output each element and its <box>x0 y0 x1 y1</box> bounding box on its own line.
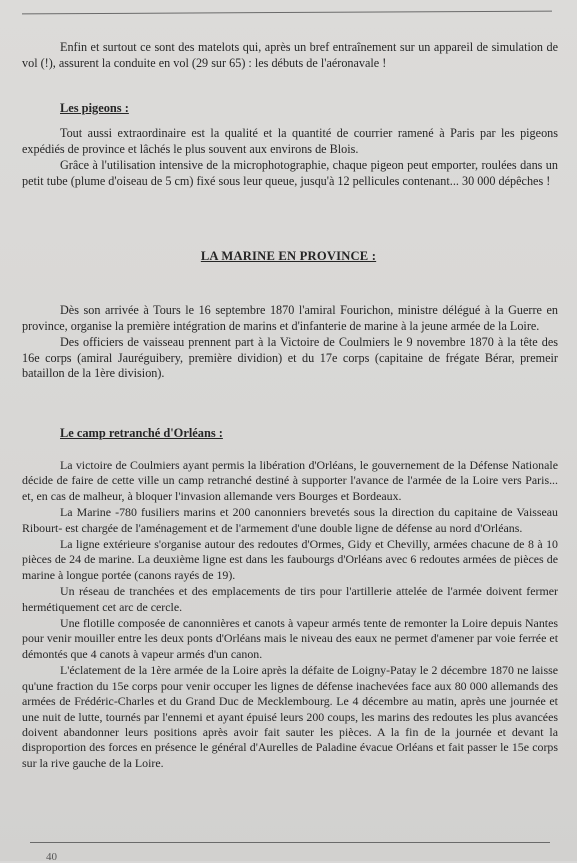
marine-paragraph-1: Dès son arrivée à Tours le 16 septembre 1870 l'amiral Fourichon, ministre délégué à la Guerre en province, organise la première intégration de marins et d'infanterie de marine à la jeune armée de la Loire. <box>22 303 558 333</box>
intro-paragraph: Enfin et surtout ce sont des matelots qui, après un bref entraînement sur un appareil de simulation de vol (!), assurent la conduite en vol (29 sur 65) : les débuts de l'aéronavale ! <box>22 40 558 70</box>
marine-title: LA MARINE EN PROVINCE : <box>200 249 377 263</box>
pigeons-heading: Les pigeons : <box>60 101 129 115</box>
camp-paragraph-1: La victoire de Coulmiers ayant permis la libération d'Orléans, le gouvernement de la Défense Nationale décide de faire de cette ville un camp retranché destiné à supporter l'avance de l'armée de la Loire vers Paris... et, en cas de malheur, à bloquer l'invasion allemande vers Bourges et Bordeaux. <box>22 458 558 503</box>
pigeons-paragraph-2: Grâce à l'utilisation intensive de la microphotographie, chaque pigeon peut emporter, roulées dans un petit tube (plume d'oiseau de 5 cm) fixé sous leur queue, jusqu'à 12 pellicules contenant... 30 000 dépêches ! <box>22 158 558 188</box>
camp-heading: Le camp retranché d'Orléans : <box>60 426 223 440</box>
camp-paragraph-5: Une flotille composée de canonnières et canots à vapeur armés tente de remonter la Loire depuis Nantes pour venir mouiller entre les deux ponts d'Orléans mais le niveau des eaux ne permet d'amener par voie ferrée et démontés que 4 canots à vapeur armés d'un canon. <box>22 616 558 661</box>
marine-paragraph-2: Des officiers de vaisseau prennent part à la Victoire de Coulmiers le 9 novembre 1870 à la tête des 16e corps (amiral Jauréguibery, première dividion) et du 17e corps (capitaine de frégate Bérar, premeir bataillon de la 1ère division). <box>22 335 558 381</box>
camp-paragraph-3: La ligne extérieure s'organise autour des redoutes d'Ormes, Gidy et Chevilly, armées chacune de 8 à 10 pièces de 24 de marine. La deuxième ligne est dans les faubourgs d'Orléans avec 6 redoutes armées de pièces de marine à longue portée (canons rayés de 19). <box>22 537 558 582</box>
camp-paragraph-6: L'éclatement de la 1ère armée de la Loire après la défaite de Loigny-Patay le 2 décembre 1870 ne laisse qu'une fraction du 15e corps pour venir occuper les lignes de défense inachevées face aux 80 000 allemands des armées de Frédéric-Charles et du Grand Duc de Mecklembourg. Le 4 décembre au matin, après une journée et une nuit de lutte, tournés par l'ennemi et ayant épuisé leurs 200 coups, les marins des redoutes les plus avancées doivent abandonner leurs positions après avoir fait sauter les pièces. A la fin de la journée et devant la disproportion des forces en présence le général d'Aurelles de Paladine évacue Orléans et fait passer le 15e corps sur la rive gauche de la Loire. <box>22 663 558 770</box>
pigeons-paragraph-1: Tout aussi extraordinaire est la qualité et la quantité de courrier ramené à Paris par les pigeons expédiés de province et lâchés le plus souvent aux environs de Blois. <box>22 126 558 156</box>
page-number: 40 <box>46 851 57 863</box>
bottom-rule <box>30 842 550 843</box>
camp-paragraph-4: Un réseau de tranchées et des emplacements de tirs pour l'artillerie attelée de l'armée doivent fermer hermétiquement cet arc de cercle. <box>22 584 558 614</box>
camp-section <box>22 458 558 771</box>
marine-section <box>22 303 558 382</box>
intro-section <box>22 40 558 71</box>
pigeons-section <box>22 126 558 189</box>
top-rule <box>22 11 552 15</box>
camp-paragraph-2: La Marine -780 fusiliers marins et 200 canonniers brevetés sous la direction du capitaine de Vaisseau Ribourt- est chargée de l'aménagement et de l'armement d'une double ligne de défense au nord d'Orléans. <box>22 505 558 535</box>
